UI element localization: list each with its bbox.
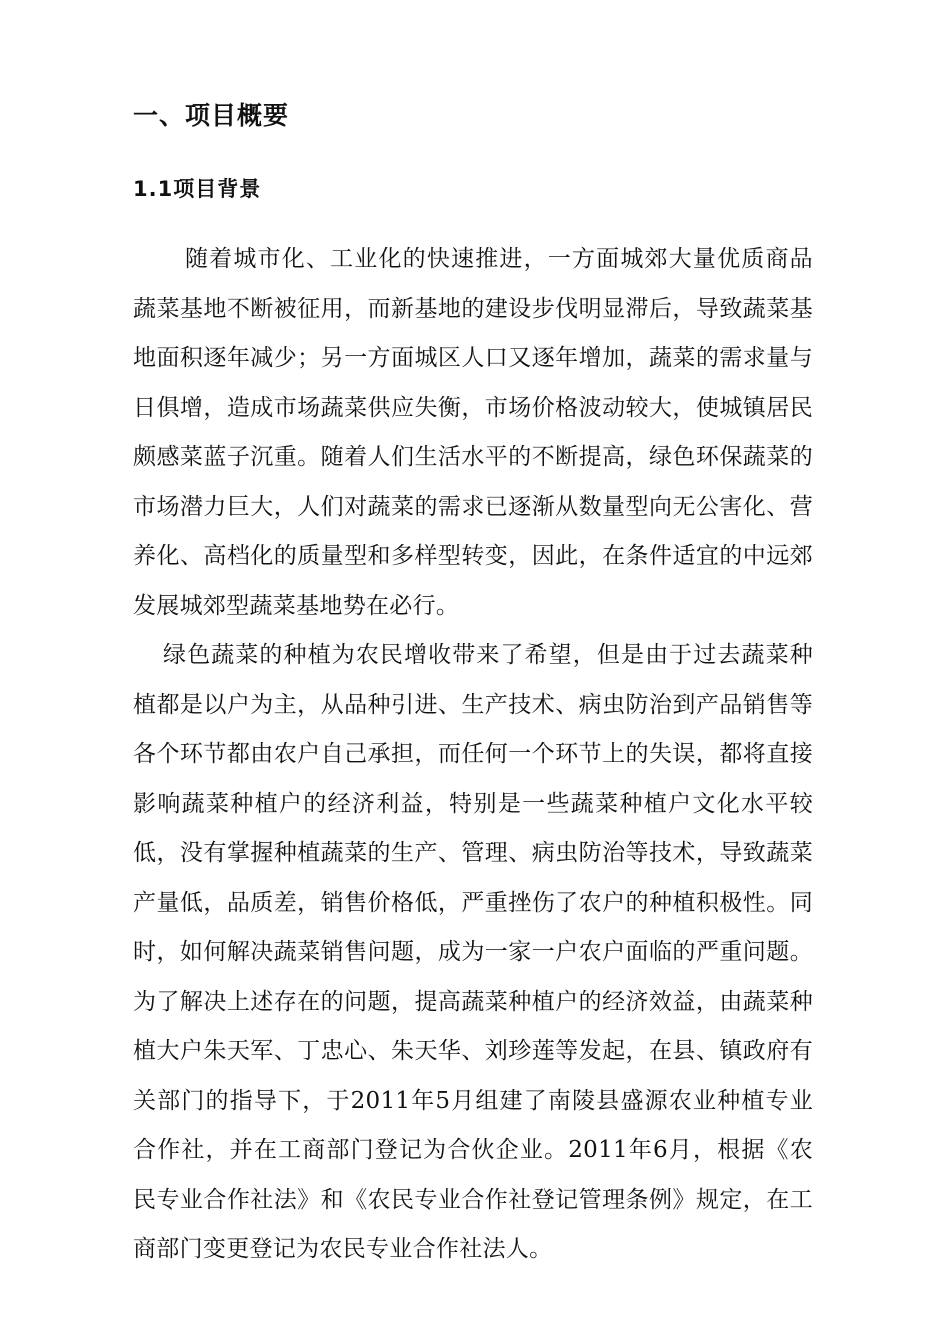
paragraph-background-2: 绿色蔬菜的种植为农民增收带来了希望，但是由于过去蔬菜种植都是以户为主，从品种引进、生产技术、病虫防治到产品销售等各个环节都由农户自己承担，而任何一个环节上的失误，都将直接影响蔬菜种植户的经济利益，特别是一些蔬菜种植户文化水平较低，没有掌握种植蔬菜的生产、管理、病虫防治等技术，导致蔬菜产量低，品质差，销售价格低，严重挫伤了农户的种植积极性。同时，如何解决蔬菜销售问题，成为一家一户农户面临的严重问题。为了解决上述存在的问题，提高蔬菜种植户的经济效益，由蔬菜种植大户朱天军、丁忠心、朱天华、刘珍莲等发起，在县、镇政府有关部门的指导下，于2011年5月组建了南陵县盛源农业种植专业合作社，并在工商部门登记为合伙企业。2011年6月，根据《农民专业合作社法》和《农民专业合作社登记管理条例》规定，在工商部门变更登记为农民专业合作社法人。 (133, 642, 813, 1262)
paragraph-background-1: 随着城市化、工业化的快速推进，一方面城郊大量优质商品蔬菜基地不断被征用，而新基地的建设步伐明显滞后，导致蔬菜基地面积逐年减少；另一方面城区人口又逐年增加，蔬菜的需求量与日俱增，造成市场蔬菜供应失衡，市场价格波动较大，使城镇居民颇感菜蓝子沉重。随着人们生活水平的不断提高，绿色环保蔬菜的市场潜力巨大，人们对蔬菜的需求已逐渐从数量型向无公害化、营养化、高档化的质量型和多样型转变，因此，在条件适宜的中远郊发展城郊型蔬菜基地势在必行。 (133, 246, 813, 619)
section-heading: 一、项目概要 (133, 101, 290, 130)
subsection-heading: 1.1项目背景 (133, 177, 262, 201)
document-body (133, 96, 813, 1275)
